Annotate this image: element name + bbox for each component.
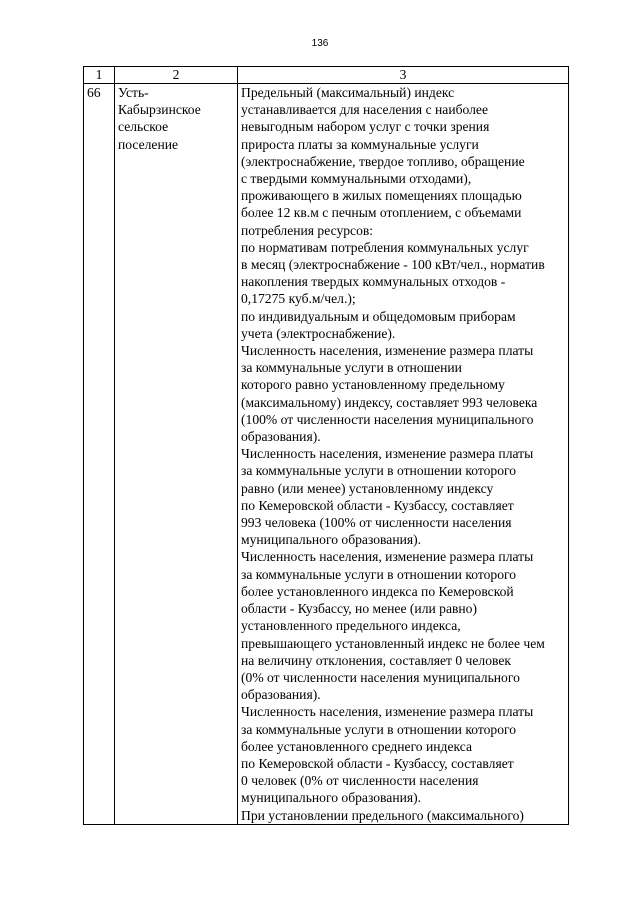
municipality-line: Усть- xyxy=(118,85,149,100)
municipality-cell xyxy=(115,84,238,825)
description-line: установленного предельного индекса, xyxy=(241,618,461,634)
description-line: области - Кузбассу, но менее (или равно) xyxy=(241,601,477,617)
description-line: (100% от численности населения муниципального xyxy=(241,411,534,427)
description-line: с твердыми коммунальными отходами), xyxy=(241,171,472,187)
description-line: Численность населения, изменение размера платы xyxy=(241,549,534,565)
description-line: на величину отклонения, составляет 0 человек xyxy=(241,652,511,668)
description-line: более установленного среднего индекса xyxy=(241,738,473,754)
description-line: (максимальному) индексу, составляет 993 человека xyxy=(241,394,538,410)
description-line: 0 человек (0% от численности населения xyxy=(241,773,479,789)
page-number: 136 xyxy=(311,38,329,49)
description-line: по нормативам потребления коммунальных услуг xyxy=(241,239,529,255)
row-number: 66 xyxy=(84,84,115,825)
column-header-1: 1 xyxy=(84,67,115,84)
description-line: по индивидуальным и общедомовым приборам xyxy=(241,308,516,324)
municipality-line: сельское xyxy=(118,119,169,135)
description-line: за коммунальные услуги в отношении которого xyxy=(241,463,517,479)
description-line: превышающего установленный индекс не более чем xyxy=(241,635,545,651)
description-line: Численность населения, изменение размера платы xyxy=(241,446,534,462)
data-table xyxy=(83,66,569,825)
description-cell xyxy=(238,84,569,825)
description-line: за коммунальные услуги в отношении xyxy=(241,360,462,376)
description-line: накопления твердых коммунальных отходов - xyxy=(241,274,506,290)
description-line: (электроснабжение, твердое топливо, обращение xyxy=(241,153,525,169)
description-line: по Кемеровской области - Кузбассу, составляет xyxy=(241,755,514,771)
description-line: (0% от численности населения муниципального xyxy=(241,669,520,685)
municipality-line: Кабырзинское xyxy=(118,102,201,118)
description-line: более 12 кв.м с печным отоплением, с объемами xyxy=(241,205,522,221)
description-line: Предельный (максимальный) индекс xyxy=(241,85,455,100)
description-line: невыгодным набором услуг с точки зрения xyxy=(241,119,490,135)
description-line: муниципального образования). xyxy=(241,790,422,806)
column-header-2: 2 xyxy=(115,67,238,84)
description-line: образования). xyxy=(241,429,321,445)
description-line: Численность населения, изменение размера платы xyxy=(241,343,534,359)
description-line: за коммунальные услуги в отношении которого xyxy=(241,721,517,737)
description-line: образования). xyxy=(241,687,321,703)
description-line: муниципального образования). xyxy=(241,532,422,548)
description-line: по Кемеровской области - Кузбассу, составляет xyxy=(241,497,514,513)
description-line: более установленного индекса по Кемеровской xyxy=(241,583,514,599)
column-header-3: 3 xyxy=(238,67,569,84)
description-line: проживающего в жилых помещениях площадью xyxy=(241,188,522,204)
description-line: 0,17275 куб.м/чел.); xyxy=(241,291,356,307)
municipality-line: поселение xyxy=(118,136,179,152)
description-line: потребления ресурсов: xyxy=(241,222,374,238)
description-line: равно (или менее) установленному индексу xyxy=(241,480,494,496)
description-line: 993 человека (100% от численности населения xyxy=(241,515,512,531)
description-line: Численность населения, изменение размера платы xyxy=(241,704,534,720)
description-line: учета (электроснабжение). xyxy=(241,325,396,341)
description-line: устанавливается для населения с наиболее xyxy=(241,102,488,118)
description-line: прироста платы за коммунальные услуги xyxy=(241,136,479,152)
table-header-row xyxy=(84,67,569,84)
description-line: которого равно установленному предельному xyxy=(241,377,505,393)
table-row xyxy=(84,84,569,825)
description-line: При установлении предельного (максимального) xyxy=(241,807,524,823)
description-line: за коммунальные услуги в отношении которого xyxy=(241,566,517,582)
description-line: в месяц (электроснабжение - 100 кВт/чел., норматив xyxy=(241,257,545,273)
